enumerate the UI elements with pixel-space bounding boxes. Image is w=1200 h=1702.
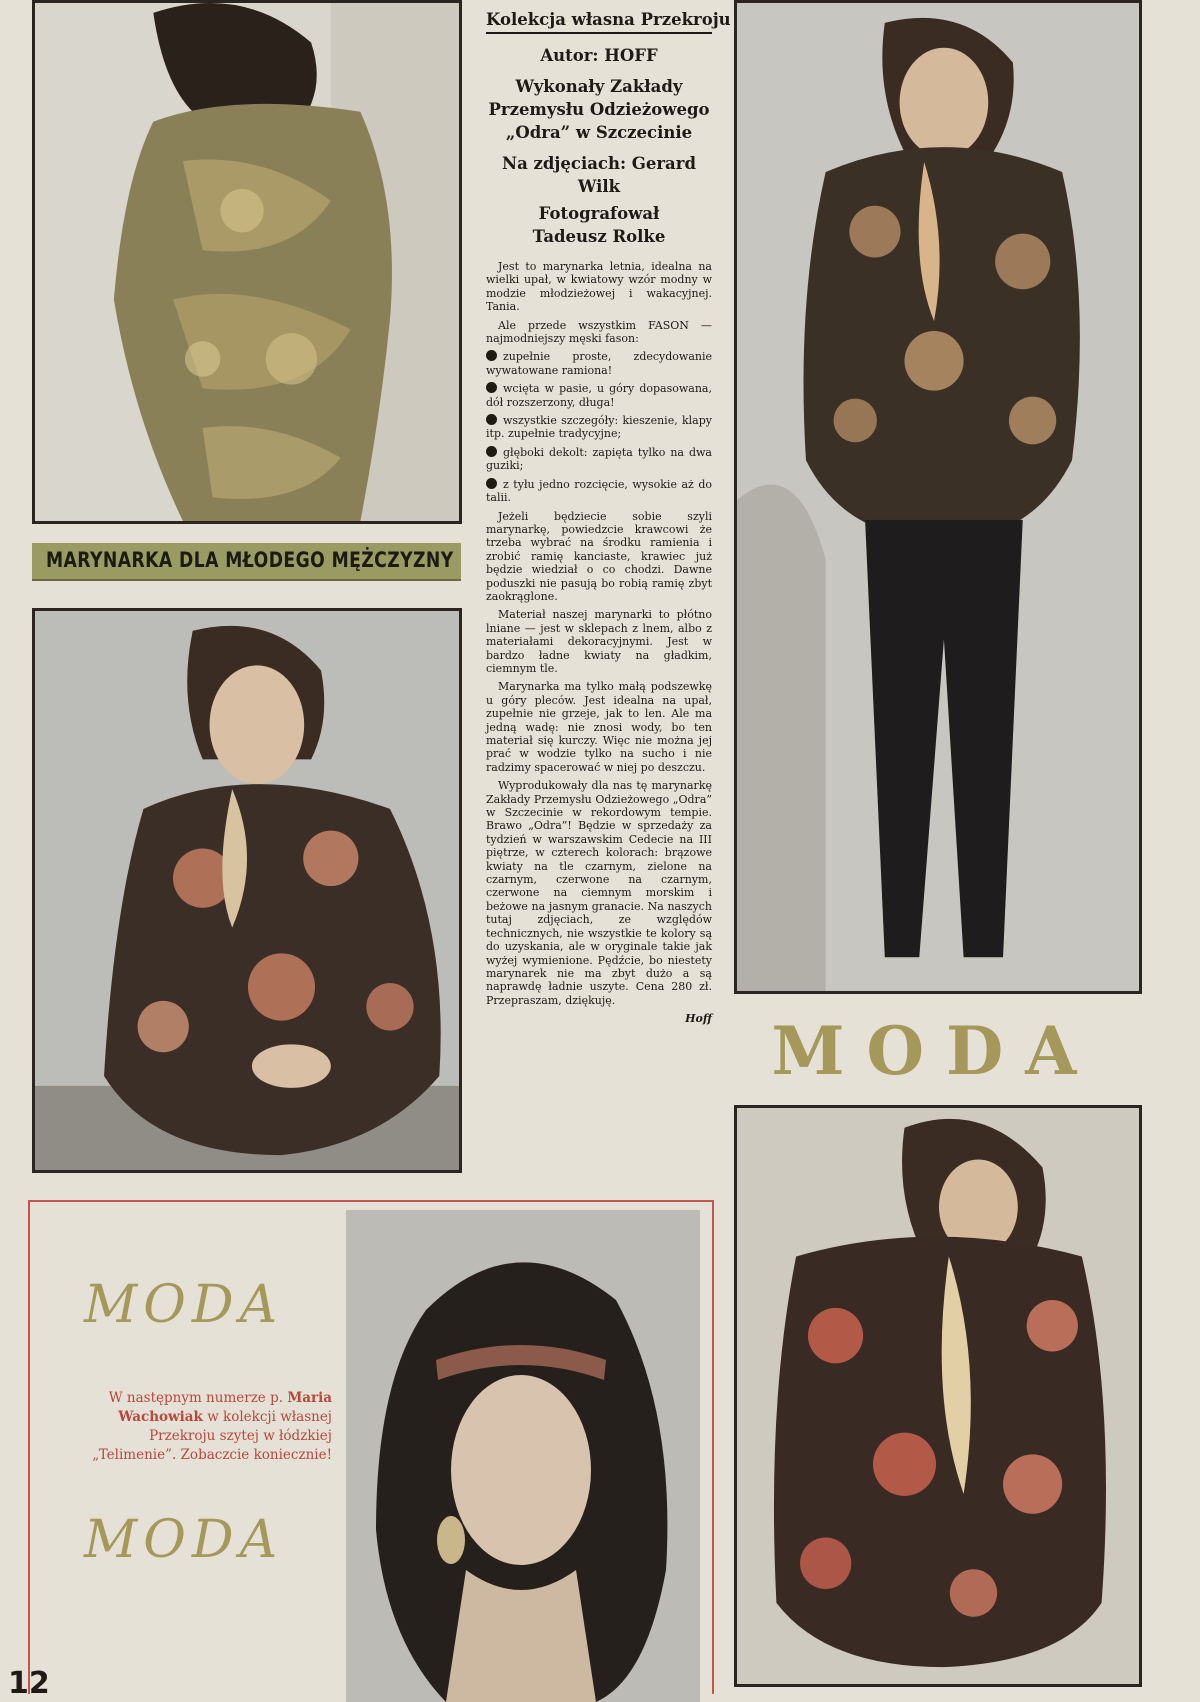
paragraph: Marynarka ma tylko małą podszewkę u góry pleców. Jest idealna na upał, zupełnie nie grzeje, jak to len. Ale ma jedną wadę: nie znosi wody, bo ten materiał się kurczy. Więc nie można jej prać w wodzie tylko na sucho i nie radzimy spacerować w niej po deszczu. xyxy=(486,680,712,774)
photo-middle-left xyxy=(32,608,462,1173)
photo-bottom-woman xyxy=(346,1210,700,1702)
moda-heading: MODA xyxy=(771,1012,1099,1090)
credit-model: Na zdjęciach: Gerard Wilk xyxy=(502,154,696,196)
credit-photographer-1: Fotografował xyxy=(538,204,660,223)
headline-banner xyxy=(32,543,461,581)
credit-made-by-3: „Odra” w Szczecinie xyxy=(505,123,693,142)
moda-italic-bottom: MODA xyxy=(84,1510,284,1570)
bullet-item: wszystkie szczegóły: kieszenie, klapy itp. zupełnie tradycyjne; xyxy=(486,414,712,441)
paragraph: Materiał naszej marynarki to płótno lniane — jest w sklepach z lnem, albo z materiałami dekoracyjnymi. Jest w bardzo ładne kwiaty na gładkim, ciemnym tle. xyxy=(486,608,712,675)
paragraph: Ale przede wszystkim FASON — najmodniejszy męski fason: xyxy=(486,318,712,346)
bullet-icon xyxy=(486,350,497,361)
announcement-name: Maria Wachowiak xyxy=(118,1390,332,1425)
bullet-item: z tyłu jedno rozcięcie, wysokie aż do talii. xyxy=(486,477,712,505)
announcement-text: W następnym numerze p. Maria Wachowiak w kolekcji własnej Przekroju szytej w łódzkiej „Telimenie”. Zobaczcie koniecznie! xyxy=(92,1390,332,1463)
bullet-icon xyxy=(486,446,497,457)
signature: Hoff xyxy=(685,1012,712,1026)
page-number: 12 xyxy=(8,1666,50,1701)
moda-italic-top: MODA xyxy=(84,1275,284,1335)
photo-top-right xyxy=(734,0,1142,994)
credit-made-by-2: Przemysłu Odzieżowego xyxy=(488,100,710,119)
bullet-item: głęboki dekolt: zapięta tylko na dwa guziki; xyxy=(486,445,712,473)
paragraph: Wyprodukowały dla nas tę marynarkę Zakłady Przemysłu Odzieżowego „Odra” w Szczecinie w rekordowym tempie. Brawo „Odra”! Będzie w sprzedaży za tydzień w warszawskim Cedecie na III piętrze, w czterech kolorach: brązowe kwiaty na tle czarnym, zielone na czarnym, czerwone na czarnym, czerwone na ciemnym morskim i beżowe na jasnym granacie. Na naszych tutaj zdjęciach, ze względów technicznych, nie wszystkie te kolory są do uzyskania, ale w oryginale takie jak wyżej wymienione. Pędźcie, bo niestety marynarek nie ma zbyt dużo a są naprawdę ładnie uszyte. Cena 280 zł. Przepraszam, dziękuję. xyxy=(486,779,712,1007)
article-body xyxy=(486,260,712,1026)
credit-made-by-1: Wykonały Zakłady xyxy=(515,77,683,96)
photo-bottom-right xyxy=(734,1105,1142,1687)
bullet-icon xyxy=(486,478,497,489)
paragraph: Jeżeli będziecie sobie szyli marynarkę, powiedzcie krawcowi że trzeba wybrać na środku ramienia i zrobić ramię kanciaste, krawiec już będzie wiedział o co chodzi. Dawne poduszki nie pasują bo robią ramię zbyt zaokrąglone. xyxy=(486,509,712,603)
headline-text: MARYNARKA DLA MŁODEGO MĘŻCZYZNY xyxy=(46,548,454,572)
credit-photographer-2: Tadeusz Rolke xyxy=(532,227,666,246)
article-column xyxy=(486,4,731,1026)
column-title: Kolekcja własna Przekroju xyxy=(486,10,712,34)
bullet-item: zupełnie proste, zdecydowanie wywatowane ramiona! xyxy=(486,350,712,377)
bullet-item: wcięta w pasie, u góry dopasowana, dół rozszerzony, długa! xyxy=(486,382,712,409)
credits xyxy=(486,44,712,248)
bullet-icon xyxy=(486,382,497,393)
credit-author: Autor: HOFF xyxy=(540,46,658,65)
photo-top-left xyxy=(32,0,462,524)
paragraph: Jest to marynarka letnia, idealna na wielki upał, w kwiatowy wzór modny w modzie młodzieżowej i wakacyjnej. Tania. xyxy=(486,260,712,314)
bullet-icon xyxy=(486,414,497,425)
